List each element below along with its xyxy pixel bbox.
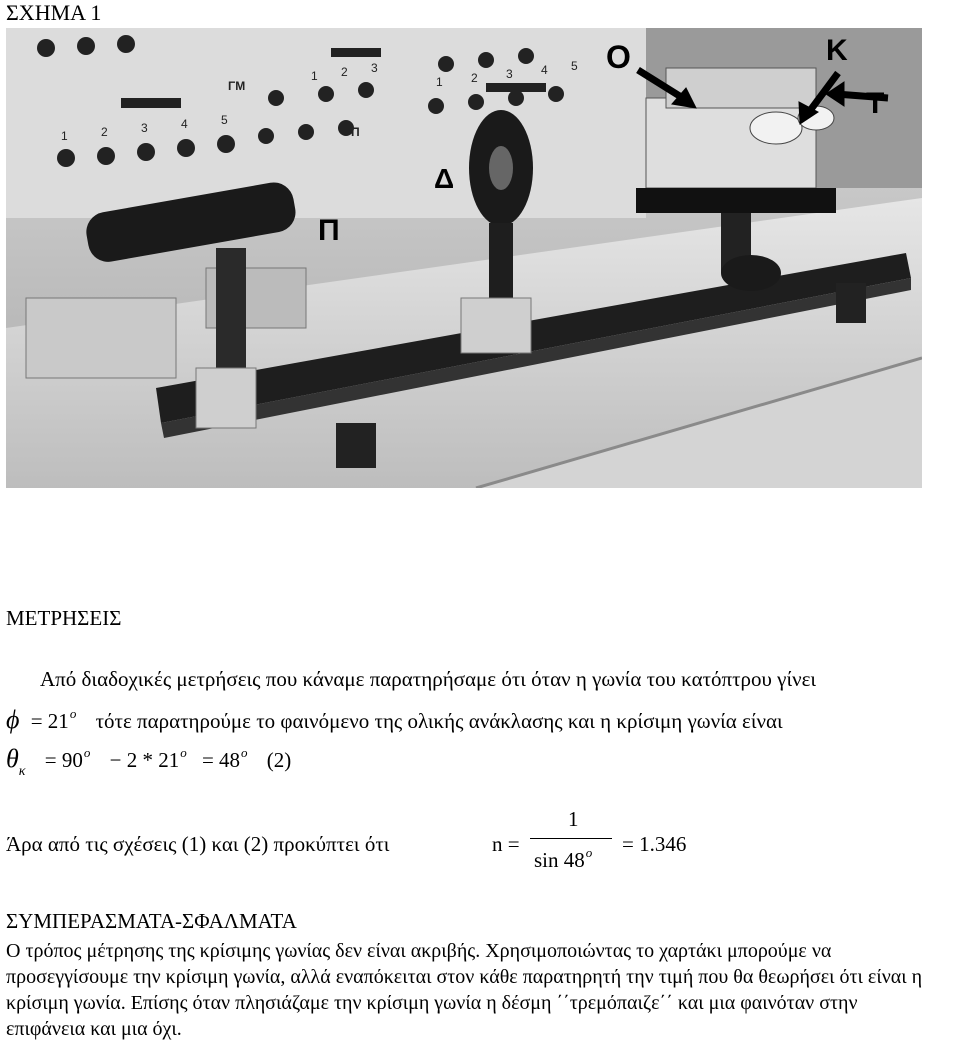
phi-value: = 21	[30, 709, 69, 733]
fraction-bar	[530, 838, 612, 839]
panel-number: 2	[101, 125, 108, 139]
degree-mark: o	[83, 745, 91, 760]
label-P: Π	[318, 214, 340, 247]
panel-number: 1	[436, 75, 443, 89]
panel-number: 1	[61, 129, 68, 143]
panel-number: 2	[471, 71, 478, 85]
phi-line-text: τότε παρατηρούμε το φαινόμενο της ολικής ανάκλασης και η κρίσιμη γωνία είναι	[95, 709, 783, 733]
degree-mark: o	[180, 745, 187, 760]
theta-subscript: κ	[18, 764, 26, 779]
theta-symbol: θ	[6, 744, 19, 773]
panel-number: 3	[141, 121, 148, 135]
n-lhs: n =	[492, 832, 520, 856]
panel-text: ΓΜ	[228, 79, 246, 93]
measurements-heading: ΜΕΤΡΗΣΕΙΣ	[6, 606, 122, 630]
panel-number: 3	[371, 61, 378, 75]
measurements-line-1: Από διαδοχικές μετρήσεις που κάναμε παρατηρήσαμε ότι όταν η γωνία του κατόπτρου γίνει	[40, 667, 817, 691]
conclusions-body: Ο τρόπος μέτρησης της κρίσιμης γωνίας δεν είναι ακριβής. Χρησιμοποιώντας το χαρτάκι μπορούμε να προσεγγίσουμε την κρίσιμη γωνία, αλλά εναπόκειται στον κάθε παρατηρητή την τιμή που θα θεωρήσει ότι είναι η κρίσιμη γωνία. Επίσης όταν πλησιάζαμε την κρίσιμη γωνία η δέσμη ΄΄τρεμόπαιζε΄΄ και μια φαινόταν στην επιφάνεια και μια όχι.	[6, 940, 923, 1040]
apparatus-photo	[6, 28, 922, 488]
equation-number: (2)	[266, 748, 292, 772]
theta-expr-c: = 48	[201, 748, 241, 772]
conclusions-heading: ΣΥΜΠΕΡΑΣΜΑΤΑ-ΣΦΑΛΜΑΤΑ	[6, 909, 297, 933]
phi-symbol: ϕ	[6, 705, 20, 734]
label-K: K	[826, 34, 848, 67]
label-D: Δ	[434, 163, 455, 194]
degree-mark: o	[69, 706, 77, 721]
degree-mark: o	[585, 845, 593, 860]
panel-number: 3	[506, 67, 513, 81]
panel-text: Π	[351, 125, 360, 139]
panel-number: 5	[571, 59, 578, 73]
panel-number: 2	[341, 65, 348, 79]
n-result: = 1.346	[622, 832, 687, 856]
degree-mark: o	[241, 745, 248, 760]
panel-number: 4	[181, 117, 188, 131]
panel-number: 1	[311, 69, 318, 83]
figure-caption: ΣΧΗΜΑ 1	[6, 0, 102, 25]
label-O: O	[606, 39, 631, 75]
theta-equation-line	[6, 744, 292, 779]
fraction-denominator-text: sin 48	[534, 848, 585, 872]
panel-number: 4	[541, 63, 548, 77]
phi-equation-line	[6, 705, 783, 735]
fraction-numerator: 1	[568, 807, 579, 831]
n-derivation-text: Άρα από τις σχέσεις (1) και (2) προκύπτει ότι	[6, 832, 390, 856]
theta-expr-a: = 90	[44, 748, 83, 772]
panel-number: 5	[221, 113, 228, 127]
label-T: T	[866, 87, 885, 120]
fraction-denominator	[534, 845, 593, 873]
theta-expr-b: − 2 * 21	[109, 748, 180, 772]
